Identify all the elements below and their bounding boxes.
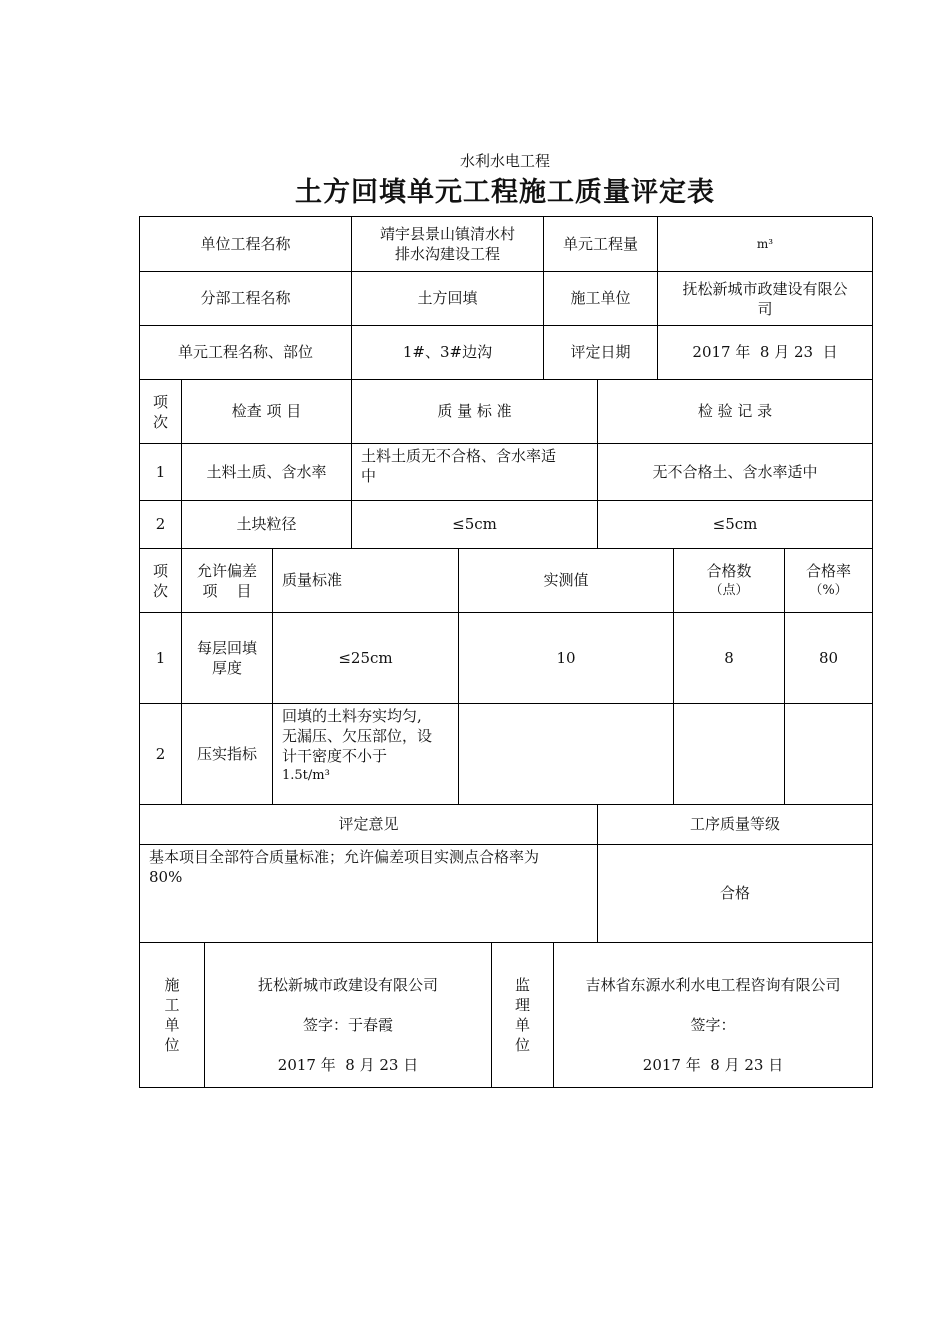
date-label: 评定日期 [544,326,658,380]
tol-seq-header [140,549,182,613]
supervision-signer: 签字： [690,1016,736,1034]
basic-seq-header-line2: 次 [152,412,168,431]
tol-row2-measured [459,704,674,805]
document-title: 土方回填单元工程施工质量评定表 [295,177,715,208]
grade-label: 工序质量等级 [598,805,873,845]
contractor-value-line1: 抚松新城市政建设有限公 [682,279,848,298]
info-section [139,216,872,380]
tol-pass-rate-header-line1: 合格率 [805,561,851,580]
quantity-label: 单元工程量 [544,217,658,272]
tol-row2-standard-line1: 回填的土料夯实均匀, [282,707,422,725]
construction-unit-label-char2: 工 [164,996,180,1014]
basic-row2-record: ≤5cm [598,501,873,549]
document-subtitle: 水利水电工程 [459,152,550,170]
basic-items-section [139,380,872,549]
tol-pass-rate-header [785,549,873,613]
opinion-text-line1: 基本项目全部符合质量标准；允许偏差项目实测点合格率为 [149,848,540,866]
supervision-unit-label-char1: 监 [514,976,530,994]
tol-row2-item: 压实指标 [182,704,273,805]
construction-unit-label-char1: 施 [164,976,180,994]
construction-unit-label-char3: 单 [164,1016,180,1034]
basic-row1-item: 土料土质、含水率 [182,444,352,501]
element-value: 1#、3#边沟 [352,326,544,380]
supervision-company: 吉林省东源水利水电工程咨询有限公司 [585,976,841,994]
tol-item-header [182,549,273,613]
unit-project-value-line2: 排水沟建设工程 [394,245,500,263]
contractor-value [658,272,873,326]
opinion-text-line2: 80% [149,868,183,886]
tol-row2-standard [273,704,459,805]
tol-row2-seq: 2 [140,704,182,805]
supervision-date: 2017 年 8 月 23 日 [642,1056,784,1074]
tol-row2-pass-count [674,704,785,805]
supervision-unit-label-char3: 单 [514,1016,530,1034]
tol-item-header-line1: 允许偏差 [196,561,257,580]
construction-date: 2017 年 8 月 23 日 [277,1056,419,1074]
opinion-label: 评定意见 [140,805,598,845]
tol-row1-item [182,613,273,704]
basic-row1-seq: 1 [140,444,182,501]
date-value: 2017 年 8 月 23 日 [658,326,873,380]
construction-unit-label-char4: 位 [164,1036,180,1054]
tol-row2-pass-rate [785,704,873,805]
basic-row1-standard-line1: 土料土质无不合格、含水率适 [361,447,557,465]
unit-project-value [352,217,544,272]
supervision-signature-block [554,943,873,1088]
tol-measured-header: 实测值 [459,549,674,613]
quantity-value: m³ [658,217,873,272]
grade-value: 合格 [598,845,873,943]
tol-row2-standard-line2: 无漏压、欠压部位，设 [282,727,433,745]
supervision-unit-label-char2: 理 [514,996,530,1014]
evaluation-section [139,805,872,943]
evaluation-table [139,216,872,1088]
construction-company: 抚松新城市政建设有限公司 [257,976,438,994]
basic-row1-standard [352,444,598,501]
tol-seq-header-line2: 次 [152,581,168,600]
basic-seq-header-line1: 项 [152,392,168,411]
tol-standard-header: 质量标准 [273,549,459,613]
unit-project-label: 单位工程名称 [140,217,352,272]
tol-row1-pass-rate: 80 [785,613,873,704]
basic-row1-standard-line2: 中 [361,467,377,485]
basic-row2-item: 土块粒径 [182,501,352,549]
unit-project-value-line1: 靖宇县景山镇清水村 [379,225,515,243]
basic-row2-standard: ≤5cm [352,501,598,549]
tolerance-section [139,549,872,805]
tol-row1-pass-count: 8 [674,613,785,704]
tol-row1-measured: 10 [459,613,674,704]
basic-record-header: 检 验 记 录 [598,380,873,444]
sub-project-value: 土方回填 [352,272,544,326]
tol-item-header-line2: 项 目 [202,581,252,600]
signature-section [139,943,872,1088]
tol-row2-standard-line3: 计干密度不小于 [282,747,388,765]
tol-pass-rate-header-line2: （%） [809,582,848,598]
supervision-unit-label-char4: 位 [514,1036,530,1054]
sub-project-label: 分部工程名称 [140,272,352,326]
supervision-unit-label [492,943,554,1088]
contractor-label: 施工单位 [544,272,658,326]
tol-row1-item-line1: 每层回填 [196,639,257,657]
basic-item-header: 检查 项 目 [182,380,352,444]
construction-signer: 签字：于春霞 [302,1016,393,1034]
tol-pass-count-header [674,549,785,613]
construction-signature-block [205,943,492,1088]
element-label: 单元工程名称、部位 [140,326,352,380]
tol-pass-count-header-line2: （点） [709,582,749,598]
contractor-value-line2: 司 [757,299,773,318]
basic-seq-header [140,380,182,444]
tol-seq-header-line1: 项 [152,561,168,580]
opinion-text [140,845,598,943]
construction-unit-label [140,943,205,1088]
tol-row1-standard: ≤25cm [273,613,459,704]
basic-standard-header: 质 量 标 准 [352,380,598,444]
basic-row2-seq: 2 [140,501,182,549]
tol-row1-item-line2: 厚度 [211,659,242,677]
tol-pass-count-header-line1: 合格数 [706,561,752,580]
basic-row1-record: 无不合格土、含水率适中 [598,444,873,501]
tol-row2-standard-line4: 1.5t/m³ [282,768,330,783]
tol-row1-seq: 1 [140,613,182,704]
